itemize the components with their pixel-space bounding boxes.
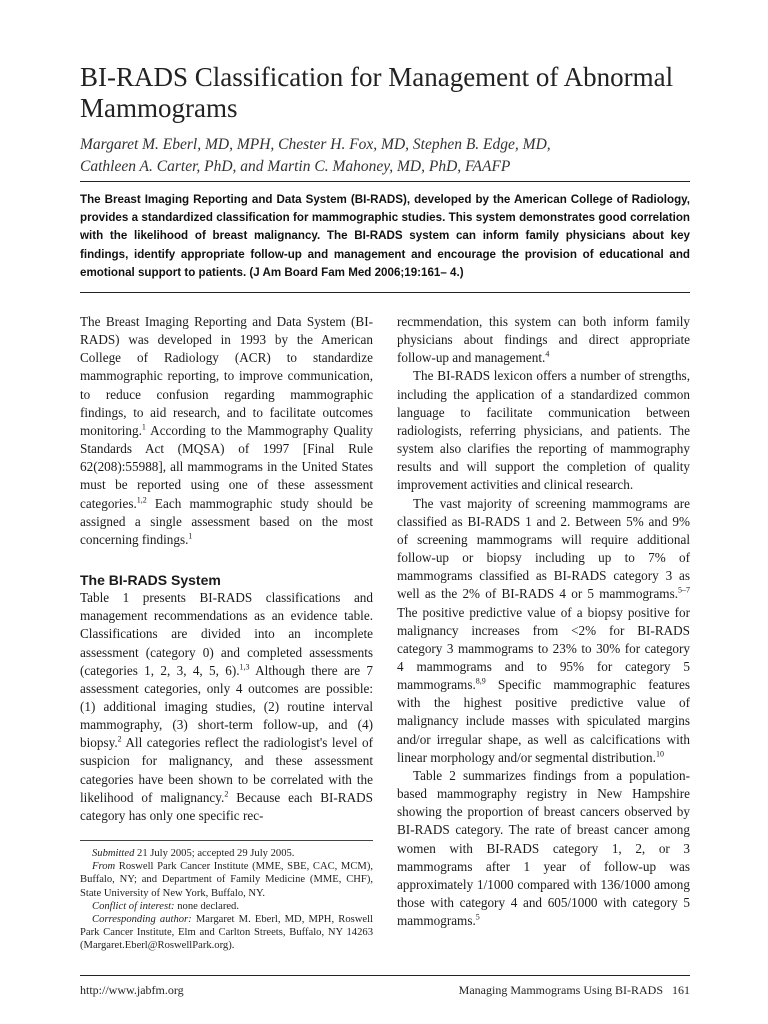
journal-url[interactable]: http://www.jabfm.org [80,983,184,997]
citation-ref: 1,3 [239,662,250,672]
abstract-citation: (J Am Board Fam Med 2006;19:161– 4.) [249,265,464,279]
citation-ref: 10 [655,749,664,759]
footnote-conflict: Conflict of interest: none declared. [92,900,240,912]
page-footer [80,975,690,1000]
running-title: Managing Mammograms Using BI-RADS 161 [458,983,690,997]
body-text: Because each BI-RADS category has only one specific rec- [80,789,373,823]
body-paragraph: Table 1 presents BI-RADS classifications and management recommendations as an evidence table. Classifications are divided into an incomplete assessment (category 0) and completed assessments (categories 1, 2, 3, 4, 5, 6).$^{1,3}$ Although there are 7 assessment categories, only 4 outcomes are possible: (1) additional imaging studies, (2) routine interval mammography, (3) short-term follow-up, and (4) biopsy.$^2$ All categories reflect the radiologist's level of suspicion for malignancy, and these assessment categories have been shown to be correlated with the likelihood of malignancy.$^2$ Because each BI-RADS category has only one specific rec- [80,590,373,823]
body-paragraph: Table 2 summarizes findings from a population-based mammography registry in New Hampshire showing the proportion of breast cancers observed by BI-RADS category. The rate of breast cancer among women with BI-RADS category 1, 2, or 3 mammograms after 1 year of follow-up was approximately 1/1000 compared with 136/1000 among those with category 4 and 605/1000 with category 5 mammograms.$^5$ [397,767,690,929]
body-text: recmmendation, this system can both inform family physicians about findings and direct appropriate follow-up and management. [397,314,690,366]
author-line-1: Margaret M. Eberl, MD, MPH, Chester H. Fox, MD, Stephen B. Edge, MD, [80,136,551,153]
footnote-corresponding: Corresponding author: Margaret M. Eberl, MD, MPH, Roswell Park Cancer Institute, Elm and Carlton Streets, Buffalo, NY 14263 (Margaret.Eberl@RoswellPark.org). [80,914,373,952]
citation-ref: 5–7 [678,585,690,595]
body-paragraph: The vast majority of screening mammograms are classified as BI-RADS 1 and 2. Between 5% and 9% of screening mammograms will require additional follow-up or biopsy including up to 7% of mammograms classified as BI-RADS category 3 as well as the 2% of BI-RADS 4 or 5 mammograms.$^{5-7}$ The positive predictive value of a biopsy positive for malignancy increases from <2% for BI-RADS category 3 mammograms to 23% to 30% for category 4 mammograms and to 95% for category 5 mammograms.$^{8,9}$ Specific mammographic features with the highest positive predictive value of malignancy include masses with spiculated margins and/or irregular shape, as well as calcifications with linear morphology and/or segmental distribution.$^{10}$ [397,495,690,765]
author-list [80,134,700,178]
footnote-submitted: Submitted 21 July 2005; accepted 29 July 2005. [92,848,295,859]
citation-ref: 1,2 [136,495,147,505]
intro-paragraph: The Breast Imaging Reporting and Data System (BI-RADS) was developed in 1993 by the American College of Radiology (ACR) to standardize mammographic reporting, to improve communication, to reduce confusion regarding mammographic findings, to aid research, and to facilitate outcomes monitoring.$^1$ According to the Mammography Quality Standards Act (MQSA) of 1997 [Final Rule 62(208):55988], all mammograms in the United States must be reported using one of these assessment categories.$^{1,2}$ Each mammographic study should be assigned a single assessment based on the most concerning findings.$^1$ [80,314,373,547]
abstract [80,181,690,293]
body-paragraph-continued [397,313,690,367]
citation-ref: 8,9 [475,676,486,686]
citation-ref: 5 [475,912,480,922]
column-right [397,313,690,930]
article-title: BI-RADS Classification for Management of Abnormal Mammograms [80,62,674,123]
body-paragraph: The BI-RADS lexicon offers a number of strengths, including the application of a standardized common language to facilitate communication between radiologists, referring physicians, and patients. The system also clarifies the reporting of mammography results and will support the completion of quality improvement activities and clinical research. [397,368,690,493]
citation-ref: 2 [224,789,229,799]
abstract-text: The Breast Imaging Reporting and Data System (BI-RADS), developed by the American College of Radiology, provides a standardized classification for mammographic studies. This system demonstrates good correlation with the likelihood of breast malignancy. The BI-RADS system can inform family physicians about key findings, identify appropriate follow-up and management and encourage the provision of educational and emotional support to patients. [80,193,690,279]
citation-ref: 1 [188,531,193,541]
author-line-2: Cathleen A. Carter, PhD, and Martin C. Mahoney, MD, PhD, FAAFP [80,158,511,175]
column-left [80,313,373,825]
citation-ref: 4 [545,349,550,359]
footnote-affiliation: From Roswell Park Cancer Institute (MME, SBE, CAC, MCM), Buffalo, NY; and Department of Family Medicine (MME, CHF), State University of New York, Buffalo, NY. [80,861,373,899]
section-heading: The BI-RADS System [80,572,221,589]
footnotes [80,840,373,953]
citation-ref: 1 [141,422,146,432]
citation-ref: 2 [117,734,122,744]
